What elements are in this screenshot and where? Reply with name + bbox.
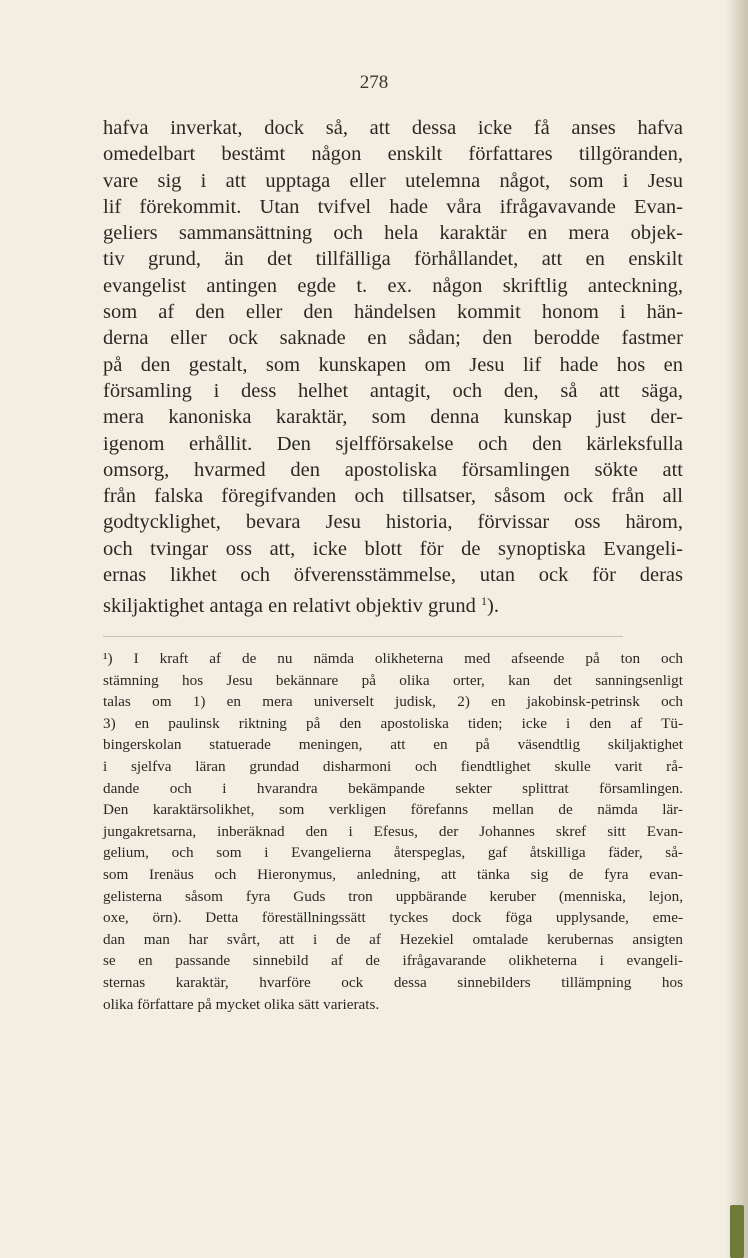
body-line-last — [103, 588, 683, 618]
body-line: lif förekommit. Utan tvifvel hade våra ifrågavavande Evan- — [103, 195, 683, 218]
body-line: tiv grund, än det tillfälliga förhållandet, att en enskilt — [103, 248, 683, 271]
body-line: församling i dess helhet antagit, och den, så att säga, — [103, 379, 683, 402]
body-line: från falska föregifvanden och tillsatser, såsom ock från all — [103, 485, 683, 508]
page-edge-tab — [730, 1205, 744, 1258]
body-line: geliers sammansättning och hela karaktär en mera objek- — [103, 222, 683, 245]
page-edge-shadow — [726, 0, 748, 1258]
footnote-line: ¹) I kraft af de nu nämda olikheterna med afseende på ton och — [103, 650, 683, 667]
footnote-reference[interactable]: 1 — [481, 594, 488, 609]
footnote-line: oxe, örn). Detta föreställningssätt tyckes dock föga upplysande, eme- — [103, 909, 683, 927]
body-line: godtycklighet, bevara Jesu historia, förvissar oss härom, — [103, 511, 683, 534]
body-line: omsorg, hvarmed den apostoliska församlingen sökte att — [103, 458, 683, 481]
body-line: hafva inverkat, dock så, att dessa icke få anses hafva — [103, 117, 683, 139]
footnote-line: i sjelfva läran grundad disharmoni och fiendtlighet skulle varit rå- — [103, 757, 683, 775]
page-number: 278 — [359, 72, 389, 93]
footnote-line: sternas karaktär, hvarföre ock dessa sinnebilders tillämpning hos — [103, 973, 683, 991]
footnote-line: jungakretsarna, inberäknad den i Efesus, der Johannes skref sitt Evan- — [103, 822, 683, 840]
body-line: och tvingar oss att, icke blott för de synoptiska Evangeli- — [103, 537, 683, 560]
body-line: på den gestalt, som kunskapen om Jesu lif hade hos en — [103, 353, 683, 376]
body-line: ernas likhet och öfverensstämmelse, utan ock för deras — [103, 564, 683, 587]
footnote-line-last: olika författare på mycket olika sätt varierats. — [103, 995, 380, 1013]
footnote-line: 3) en paulinsk riktning på den apostoliska tiden; icke i den af Tü- — [103, 714, 683, 732]
body-line: derna eller ock saknade en sådan; den berodde fastmer — [103, 327, 683, 350]
footnote-line: talas om 1) en mera universelt judisk, 2) en jakobinsk-petrinsk och — [103, 693, 683, 711]
body-text — [103, 115, 683, 618]
body-line: omedelbart bestämt någon enskilt författares tillgöranden, — [103, 143, 683, 166]
footnote-line: gelisterna såsom fyra Guds tron uppbärande keruber (menniska, lejon, — [103, 887, 683, 905]
footnote-line: se en passande sinnebild af de ifrågavarande olikheterna i evangeli- — [103, 952, 683, 970]
body-end-punctuation: ). — [487, 595, 499, 618]
footnote-line: som Irenäus och Hieronymus, anledning, att tänka sig de fyra evan- — [103, 865, 683, 883]
body-line: igenom erhållit. Den sjelfförsakelse och den kärleksfulla — [103, 432, 683, 455]
body-line: som af den eller den händelsen kommit honom i hän- — [103, 301, 683, 324]
footnote-line: stämning hos Jesu bekännare på olika orter, kan det sanningsenligt — [103, 671, 683, 689]
body-line: evangelist antingen egde t. ex. någon skriftlig anteckning, — [103, 274, 683, 297]
body-line: vare sig i att upptaga eller utelemna något, som i Jesu — [103, 169, 683, 192]
body-line: mera kanoniska karaktär, som denna kunskap just der- — [103, 406, 683, 429]
footnote-line: Den karaktärsolikhet, som verkligen förefanns mellan de nämda lär- — [103, 801, 683, 819]
footnote-line: gelium, och som i Evangelierna återspeglas, gaf åtskilliga fäder, så- — [103, 844, 683, 862]
footnote-block — [103, 648, 683, 1015]
body-line-text: skiljaktighet antaga en relativt objektiv grund — [103, 595, 476, 618]
footnote-line: dande och i hvarandra bekämpande sekter splittrat församlingen. — [103, 779, 683, 797]
footnote-line: dan man har svårt, att i de af Hezekiel omtalade kerubernas ansigten — [103, 930, 683, 948]
footnote-divider — [103, 636, 623, 637]
footnote-line: bingerskolan statuerade meningen, att en på väsendtlig skiljaktighet — [103, 736, 683, 754]
